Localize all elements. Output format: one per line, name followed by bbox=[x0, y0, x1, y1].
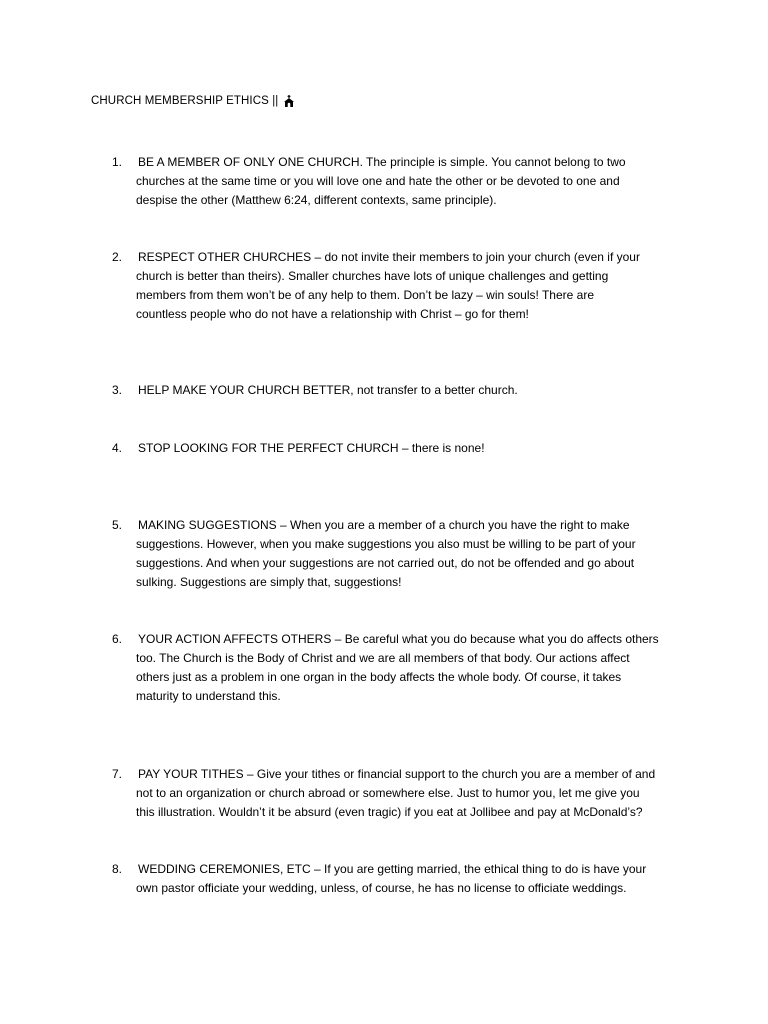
list-item bbox=[112, 860, 682, 898]
list-item-text: – If you are getting married, the ethical thing to do is have your bbox=[310, 862, 647, 876]
list-item bbox=[112, 248, 682, 324]
list-item-text: this illustration. Wouldn’t it be absurd (even tragic) if you eat at Jollibee and pay at McDonald’s? bbox=[136, 805, 643, 819]
list-item-text: suggestions. And when your suggestions are not carried out, do not be offended and go about bbox=[136, 556, 635, 570]
list-item bbox=[112, 153, 682, 210]
list-item-number: 2. bbox=[112, 250, 123, 264]
list-item bbox=[112, 765, 682, 822]
document-title bbox=[91, 95, 295, 107]
list-item-number: 5. bbox=[112, 518, 123, 532]
list-item-text: countless people who do not have a relationship with Christ – go for them! bbox=[136, 307, 529, 321]
list-item-heading: YOUR ACTION AFFECTS OTHERS bbox=[138, 632, 332, 646]
list-item-text: – Give your tithes or financial support to the church you are a member of and bbox=[243, 767, 656, 781]
list-item-text: members from them won’t be of any help to them. Don’t be lazy – win souls! There are bbox=[136, 288, 594, 302]
list-item bbox=[112, 381, 682, 400]
list-item bbox=[112, 630, 682, 706]
list-item-text: – do not invite their members to join your church (even if your bbox=[311, 250, 640, 264]
list-item-text: own pastor officiate your wedding, unless, of course, he has no license to officiate weddings. bbox=[136, 881, 627, 895]
document-title-text: CHURCH MEMBERSHIP ETHICS || bbox=[91, 95, 279, 107]
list-item-text: not to an organization or church abroad or somewhere else. Just to humor you, let me give you bbox=[136, 786, 640, 800]
list-item-heading: BE A MEMBER OF ONLY ONE CHURCH. bbox=[138, 155, 363, 169]
list-item-heading: STOP LOOKING FOR THE PERFECT CHURCH bbox=[138, 441, 399, 455]
list-item-number: 8. bbox=[112, 862, 123, 876]
list-item-number: 4. bbox=[112, 441, 123, 455]
list-item-text: maturity to understand this. bbox=[136, 689, 281, 703]
list-item-text: despise the other (Matthew 6:24, different contexts, same principle). bbox=[136, 193, 497, 207]
list-item bbox=[112, 516, 682, 592]
list-item-heading: MAKING SUGGESTIONS bbox=[138, 518, 277, 532]
list-item-text: The principle is simple. You cannot belong to two bbox=[362, 155, 626, 169]
list-item-text: not transfer to a better church. bbox=[353, 383, 518, 397]
list-item-text: suggestions. However, when you make suggestions you also must be willing to be part of your bbox=[136, 537, 636, 551]
list-item-number: 7. bbox=[112, 767, 123, 781]
list-item-text: – there is none! bbox=[398, 441, 485, 455]
list-item-heading: PAY YOUR TITHES bbox=[138, 767, 244, 781]
list-item bbox=[112, 439, 682, 458]
list-item-text: – Be careful what you do because what you do affects others bbox=[331, 632, 659, 646]
list-item-heading: RESPECT OTHER CHURCHES bbox=[138, 250, 312, 264]
list-item-text: church is better than theirs). Smaller churches have lots of unique challenges and getting bbox=[136, 269, 609, 283]
list-item-number: 1. bbox=[112, 155, 123, 169]
list-item-text: – When you are a member of a church you have the right to make bbox=[276, 518, 630, 532]
list-item-text: others just as a problem in one organ in the body affects the whole body. Of course, it takes bbox=[136, 670, 622, 684]
list-item-text: too. The Church is the Body of Christ and we are all members of that body. Our actions affect bbox=[136, 651, 630, 665]
list-item-number: 6. bbox=[112, 632, 123, 646]
list-item-text: churches at the same time or you will love one and hate the other or be devoted to one and bbox=[136, 174, 620, 188]
list-item-number: 3. bbox=[112, 383, 123, 397]
church-icon bbox=[283, 95, 295, 107]
list-item-heading: WEDDING CEREMONIES, ETC bbox=[138, 862, 311, 876]
list-item-text: sulking. Suggestions are simply that, suggestions! bbox=[136, 575, 402, 589]
list-item-heading: HELP MAKE YOUR CHURCH BETTER, bbox=[138, 383, 354, 397]
